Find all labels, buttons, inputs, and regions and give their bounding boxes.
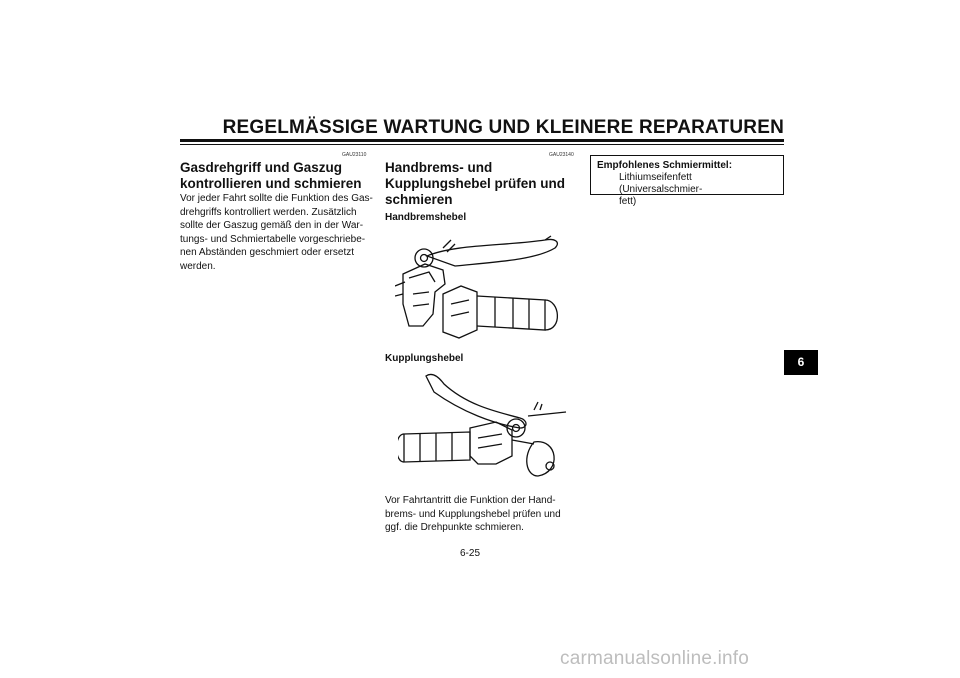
left-body-line: tungs- und Schmiertabelle vorgeschriebe-	[180, 233, 366, 245]
middle-heading-line2: Kupplungshebel prüfen und	[385, 176, 565, 191]
left-heading-line2: kontrollieren und schmieren	[180, 176, 362, 191]
section-code-middle: GAU23140	[549, 152, 574, 158]
section-code-left: GAU23110	[342, 152, 367, 158]
left-body-line: Vor jeder Fahrt sollte die Funktion des Gas-	[180, 193, 373, 204]
clutch-lever-illustration	[398, 372, 573, 482]
sub-heading-brake: Handbremshebel	[385, 212, 467, 223]
sub-heading-clutch: Kupplungshebel	[385, 353, 464, 364]
left-body-line: werden.	[180, 260, 216, 272]
left-section	[180, 160, 380, 273]
left-heading-line1: Gasdrehgriff und Gaszug	[180, 160, 343, 175]
page-header: REGELMÄSSIGE WARTUNG UND KLEINERE REPARATUREN	[222, 117, 784, 138]
left-body	[180, 192, 380, 273]
middle-heading	[385, 160, 585, 208]
brake-lever-illustration	[395, 234, 570, 344]
chapter-tab: 6	[784, 350, 818, 375]
lubricant-value-line2: fett)	[619, 196, 637, 207]
header-rule-thick	[180, 139, 784, 142]
middle-body-line: ggf. die Drehpunkte schmieren.	[385, 522, 524, 533]
left-body-line: drehgriffs kontrolliert werden. Zusätzlich	[180, 206, 357, 218]
left-body-line: nen Abständen geschmiert oder ersetzt	[180, 247, 354, 258]
page-number: 6-25	[460, 548, 481, 559]
lubricant-value-line1: Lithiumseifenfett (Universalschmier-	[619, 172, 703, 195]
header-rule-thin	[180, 144, 784, 145]
middle-body	[385, 494, 585, 535]
middle-section	[385, 160, 585, 208]
lubricant-title: Empfohlenes Schmiermittel:	[597, 160, 733, 171]
middle-body-line: brems- und Kupplungshebel prüfen und	[385, 508, 561, 520]
middle-heading-line1: Handbrems- und	[385, 160, 493, 175]
lubricant-box	[590, 155, 784, 207]
left-heading	[180, 160, 380, 192]
middle-heading-line3: schmieren	[385, 192, 453, 207]
watermark: carmanualsonline.info	[560, 648, 750, 669]
left-body-line: sollte der Gaszug gemäß den in der War-	[180, 220, 364, 231]
middle-body-line: Vor Fahrtantritt die Funktion der Hand-	[385, 495, 556, 506]
